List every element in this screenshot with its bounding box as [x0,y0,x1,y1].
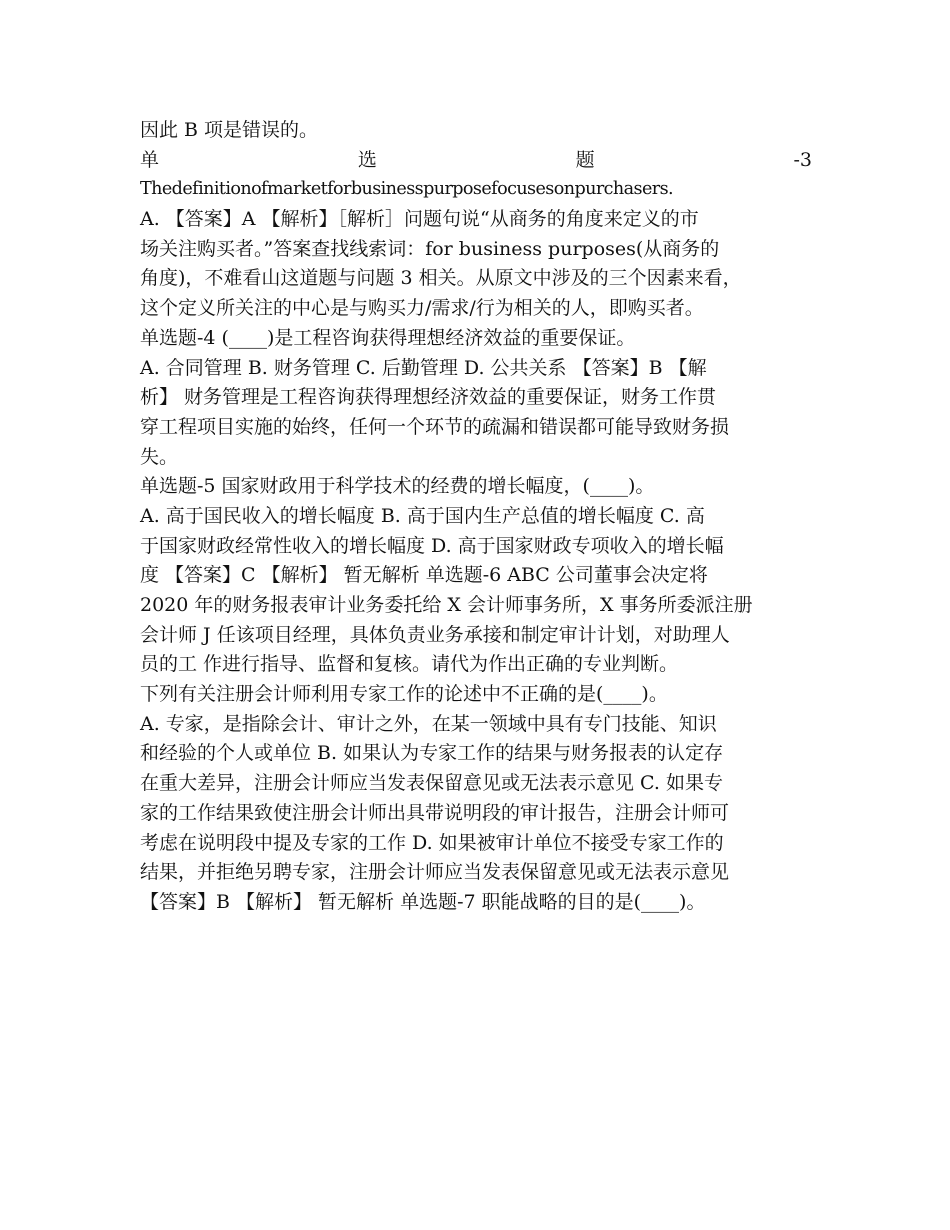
document-page [140,116,812,918]
text-line: 于国家财政经常性收入的增长幅度 D. 高于国家财政专项收入的增长幅 [140,534,724,557]
text-line: 【答案】B 【解析】 暂无解析 单选题-7 职能战略的目的是(____)。 [140,890,706,913]
heading-char: 选 [357,148,377,171]
text-line: A. 【答案】A 【解析】［解析］问题句说“从商务的角度来定义的市 [140,208,699,231]
text-line: 和经验的个人或单位 B. 如果认为专家工作的结果与财务报表的认定存 [140,742,724,765]
text-line: 穿工程项目实施的始终，任何一个环节的疏漏和错误都可能导致财务损 [140,415,730,438]
text-line: 析】 财务管理是工程咨询获得理想经济效益的重要保证，财务工作贯 [140,386,717,409]
text-line: 在重大差异，注册会计师应当发表保留意见或无法表示意见 C. 如果专 [140,772,723,795]
text-line: 下列有关注册会计师利用专家工作的论述中不正确的是(____)。 [140,683,668,706]
text-line: 单选题-5 国家财政用于科学技术的经费的增长幅度，(____)。 [140,475,655,498]
text-line: A. 高于国民收入的增长幅度 B. 高于国内生产总值的增长幅度 C. 高 [140,504,705,527]
heading-char: 单 [140,148,160,171]
heading-number: -3 [793,148,812,171]
text-line: A. 合同管理 B. 财务管理 C. 后勤管理 D. 公共关系 【答案】B 【解 [140,356,707,379]
text-line: 因此 B 项是错误的。 [140,119,319,141]
text-line: Thedefinitionofmarketforbusinesspurposefocusesonpurchasers. [140,179,673,200]
question-heading [140,146,812,176]
heading-char: 题 [575,148,595,171]
text-line: 家的工作结果致使注册会计师出具带说明段的审计报告，注册会计师可 [140,801,730,824]
text-line: 2020 年的财务报表审计业务委托给 X 会计师事务所，X 事务所委派注册 [140,594,753,616]
text-line: 失。 [140,445,179,468]
text-line: 角度)，不难看山这道题与问题 3 相关。从原文中涉及的三个因素来看， [140,267,742,290]
text-line: 员的工 作进行指导、监督和复核。请代为作出正确的专业判断。 [140,653,679,676]
text-line: 结果，并拒绝另聘专家，注册会计师应当发表保留意见或无法表示意见 [140,861,730,884]
text-line: A. 专家，是指除会计、审计之外，在某一领域中具有专门技能、知识 [140,712,717,735]
text-line: 考虑在说明段中提及专家的工作 D. 如果被审计单位不接受专家工作的 [140,831,724,854]
text-line: 场关注购买者。”答案查找线索词：for business purposes(从商务的 [140,237,720,260]
text-line: 这个定义所关注的中心是与购买力/需求/行为相关的人，即购买者。 [140,297,704,320]
text-line: 度 【答案】C 【解析】 暂无解析 单选题-6 ABC 公司董事会决定将 [140,564,708,587]
text-line: 会计师 J 任该项目经理，具体负责业务承接和制定审计计划，对助理人 [140,623,730,646]
text-line: 单选题-4 (____)是工程咨询获得理想经济效益的重要保证。 [140,326,636,349]
